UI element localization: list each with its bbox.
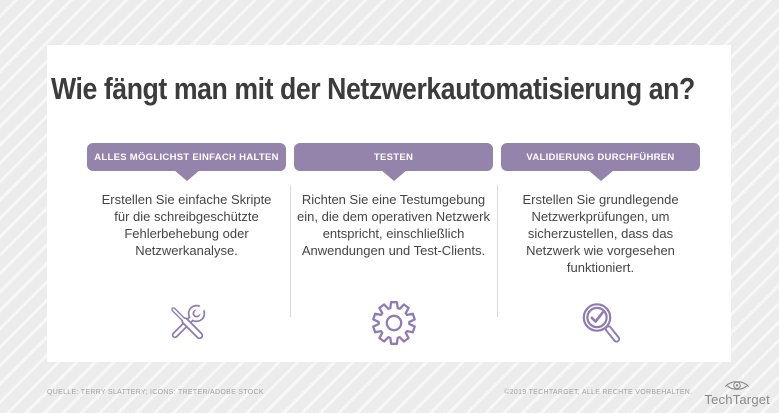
infographic-card (47, 45, 731, 362)
column-divider (290, 185, 291, 317)
column-validation (497, 143, 704, 347)
column-body-text: Erstellen Sie grundlegende Netzwerkprüfungen, um sicherzustellen, dass das Netzwerk wie vorgesehen funktioniert. (522, 192, 679, 275)
column-keep-it-simple (83, 143, 290, 347)
footer-source-text: QUELLE: TERRY SLATTERY; ICONS: TRETER/ADOBE STOCK (47, 388, 264, 396)
techtarget-logo (704, 378, 770, 406)
column-body-text: Erstellen Sie einfache Skripte für die schreibgeschützte Fehlerbehebung oder Netzwerkanalyse. (101, 192, 272, 258)
magnifier-check-icon (577, 299, 625, 347)
column-testing (290, 143, 497, 347)
footer-bar (47, 372, 770, 412)
footer-right-group (504, 378, 770, 406)
column-header-badge: TESTEN (294, 143, 493, 171)
column-header-badge: ALLES MÖGLICHST EINFACH HALTEN (87, 143, 286, 171)
gear-icon (370, 299, 418, 347)
column-header-badge: VALIDIERUNG DURCHFÜHREN (501, 143, 700, 171)
column-body-text: Richten Sie eine Testumgebung ein, die dem operativen Netzwerk entspricht, einschließlich Anwendungen und Test-Clients. (297, 192, 490, 258)
columns-row (47, 143, 731, 347)
tools-icon (163, 299, 211, 347)
footer-copyright-text: ©2019 TECHTARGET, ALLE RECHTE VORBEHALTEN. (504, 388, 693, 396)
column-divider (497, 185, 498, 317)
eye-icon (722, 378, 752, 392)
page-title: Wie fängt man mit der Netzwerkautomatisierung an? (51, 71, 695, 106)
brand-name: TechTarget (704, 392, 770, 407)
